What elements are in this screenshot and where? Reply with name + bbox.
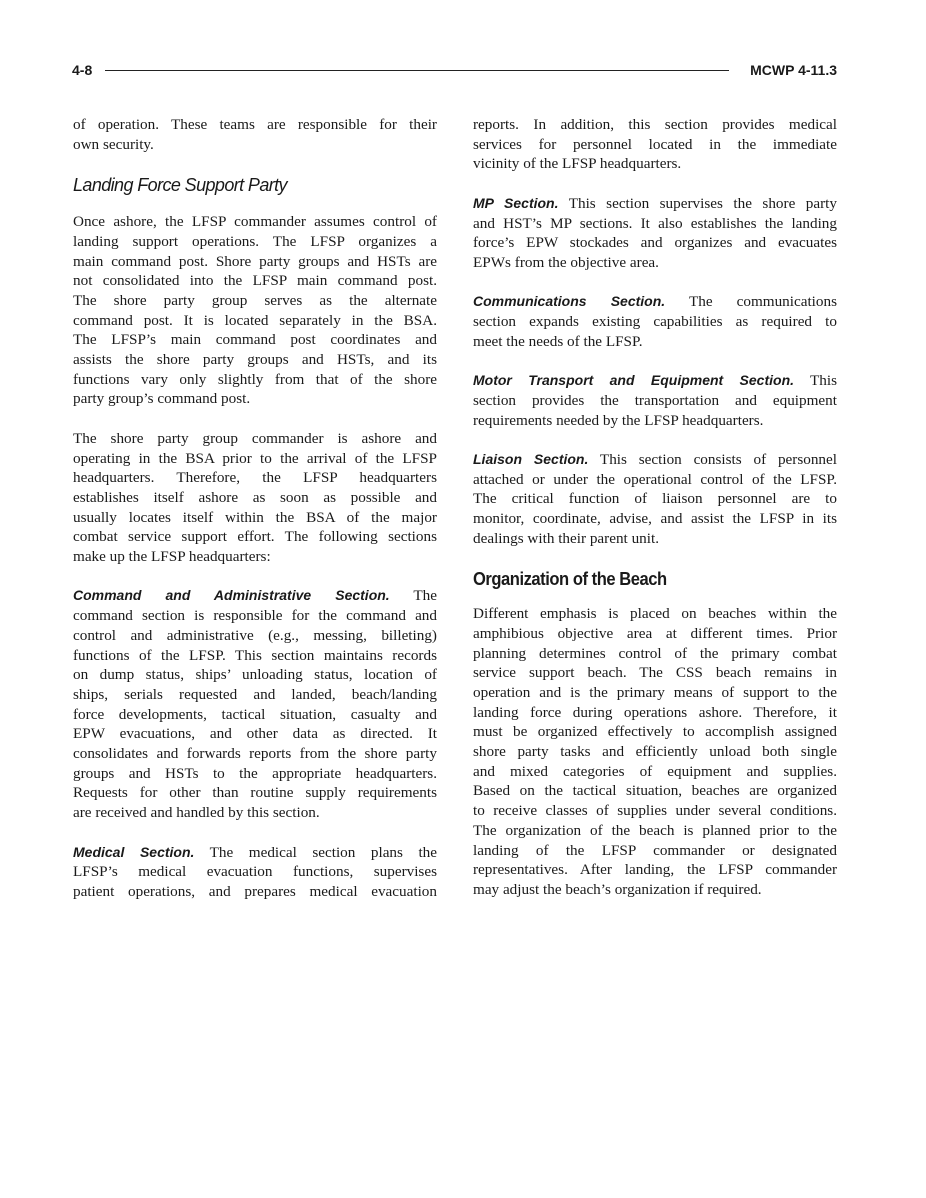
text-line: monitor, coordinate, advise, and assist the LFSP in its	[473, 510, 837, 527]
command-section-paragraph	[73, 586, 437, 822]
mp-section-paragraph	[473, 194, 837, 273]
text-line: The organization of the beach is planned prior to the	[473, 821, 837, 839]
text-line: of operation. These teams are responsible for their	[73, 116, 437, 133]
text-line: operating in the BSA prior to the arrival of the LFSP	[73, 449, 437, 467]
liaison-section-paragraph	[473, 450, 837, 549]
text-line: planning determines control of the primary combat	[473, 644, 837, 662]
text-line: section provides the transportation and equipment	[473, 391, 837, 409]
text-line: reports. In addition, this section provides medical	[473, 116, 837, 133]
text-line: establishes itself ashore as soon as possible and	[73, 488, 437, 506]
text-line: command post. It is located separately in the BSA.	[73, 311, 437, 329]
text-line: Requests for other than routine supply requirements	[73, 784, 437, 802]
communications-section-paragraph	[473, 292, 837, 351]
text-line: section expands existing capabilities as required to	[473, 313, 837, 330]
medical-continuation-paragraph	[473, 115, 837, 174]
text-line: not consolidated into the LFSP main command post.	[73, 272, 437, 290]
lfsp-paragraph-1	[73, 212, 437, 409]
lfsp-paragraph-2	[73, 429, 437, 567]
medical-section-paragraph	[73, 843, 437, 902]
run-in-heading: Command and Administrative Section.	[73, 587, 390, 604]
text-line: Once ashore, the LFSP commander assumes control of	[73, 213, 437, 231]
text-line: meet the needs of the LFSP.	[473, 332, 643, 350]
text-line: ships, serials requested and landed, beach/landing	[73, 685, 437, 703]
text-line: Based on the tactical situation, beaches are organized	[473, 782, 837, 800]
motor-transport-section-paragraph	[473, 371, 837, 430]
page-number: 4-8	[72, 62, 93, 78]
text-line: The shore party group serves as the alternate	[73, 291, 437, 309]
text-run: The communications	[665, 293, 837, 311]
text-line: The LFSP’s main command post coordinates and	[73, 331, 437, 349]
text-line: and HST’s MP sections. It also establishes the landing	[473, 214, 837, 232]
text-line: attached or under the operational control of the LFSP.	[473, 470, 837, 488]
beach-paragraph	[473, 604, 837, 900]
text-line: force developments, tactical situation, casualty and	[73, 705, 437, 723]
text-line: functions of the LFSP. This section maintains records	[73, 646, 437, 664]
text-line: landing support operations. The LFSP organizes a	[73, 232, 437, 250]
text-line: main command post. Shore party groups and HSTs are	[73, 252, 437, 270]
text-line: EPW evacuations, and other data as directed. It	[73, 725, 437, 743]
text-line: groups and HSTs to the appropriate headquarters.	[73, 764, 437, 782]
section-heading-lfsp: Landing Force Support Party	[73, 175, 287, 196]
left-column	[73, 115, 437, 921]
text-line: on dump status, ships’ unloading status, location of	[73, 666, 437, 684]
text-line: patient operations, and prepares medical evacuation	[73, 882, 437, 900]
text-run: The	[389, 587, 437, 605]
text-run: The medical section plans the	[194, 843, 437, 861]
text-line: force’s EPW stockades and organizes and evacuates	[473, 234, 837, 252]
text-line: vicinity of the LFSP headquarters.	[473, 155, 682, 173]
text-line: make up the LFSP headquarters:	[73, 548, 271, 566]
continuation-paragraph	[73, 115, 437, 154]
run-in-heading: Communications Section.	[473, 293, 666, 310]
text-line: LFSP’s medical evacuation functions, supervises	[73, 863, 437, 881]
text-line: service support beach. The CSS beach remains in	[473, 664, 837, 682]
text-line: combat service support effort. The following sections	[73, 528, 437, 546]
right-column	[473, 115, 837, 919]
text-line: functions vary only slightly from that of the shore	[73, 370, 437, 388]
text-line: Different emphasis is placed on beaches within the	[473, 605, 837, 623]
text-line: own security.	[73, 135, 154, 153]
text-line: operation and is the primary means of support to the	[473, 683, 837, 701]
text-line: are received and handled by this section.	[73, 804, 320, 822]
text-line: usually locates itself within the BSA of the major	[73, 508, 437, 526]
text-line: consolidates and forwards reports from the shore party	[73, 745, 437, 763]
text-run: This section supervises the shore party	[558, 194, 837, 212]
run-in-heading: MP Section.	[473, 194, 559, 211]
run-in-heading: Motor Transport and Equipment Section.	[473, 372, 795, 389]
text-line: to receive classes of supplies under several conditions.	[473, 802, 837, 820]
text-line: landing force during operations ashore. Therefore, it	[473, 703, 837, 721]
text-line: landing of the LFSP commander or designated	[473, 841, 837, 859]
text-line: requirements needed by the LFSP headquarters.	[473, 411, 764, 429]
text-line: dealings with their parent unit.	[473, 529, 660, 547]
text-line: EPWs from the objective area.	[473, 253, 659, 271]
text-run: This	[794, 372, 837, 390]
document-id: MCWP 4-11.3	[750, 62, 837, 78]
text-line: must be organized effectively to accomplish assigned	[473, 723, 837, 741]
section-heading-beach: Organization of the Beach	[473, 569, 667, 590]
page-header	[72, 60, 837, 80]
text-line: The shore party group commander is ashore and	[73, 429, 437, 447]
text-line: may adjust the beach’s organization if required.	[473, 880, 762, 898]
run-in-heading: Liaison Section.	[473, 450, 589, 467]
text-line: party group’s command post.	[73, 390, 251, 408]
text-line: headquarters. Therefore, the LFSP headquarters	[73, 469, 437, 487]
text-line: services for personnel located in the immediate	[473, 135, 837, 153]
text-run: This section consists of personnel	[588, 450, 837, 468]
header-rule	[105, 70, 729, 71]
text-line: control and administrative (e.g., messing, billeting)	[73, 626, 437, 644]
run-in-heading: Medical Section.	[73, 843, 195, 860]
text-line: shore party tasks and efficiently unload both single	[473, 743, 837, 761]
text-line: assists the shore party groups and HSTs, and its	[73, 351, 437, 369]
text-line: amphibious objective area at different times. Prior	[473, 624, 837, 642]
text-line: command section is responsible for the command and	[73, 607, 437, 625]
text-line: representatives. After landing, the LFSP commander	[473, 861, 837, 879]
text-line: and mixed categories of equipment and supplies.	[473, 762, 837, 780]
text-line: The critical function of liaison personnel are to	[473, 490, 837, 508]
